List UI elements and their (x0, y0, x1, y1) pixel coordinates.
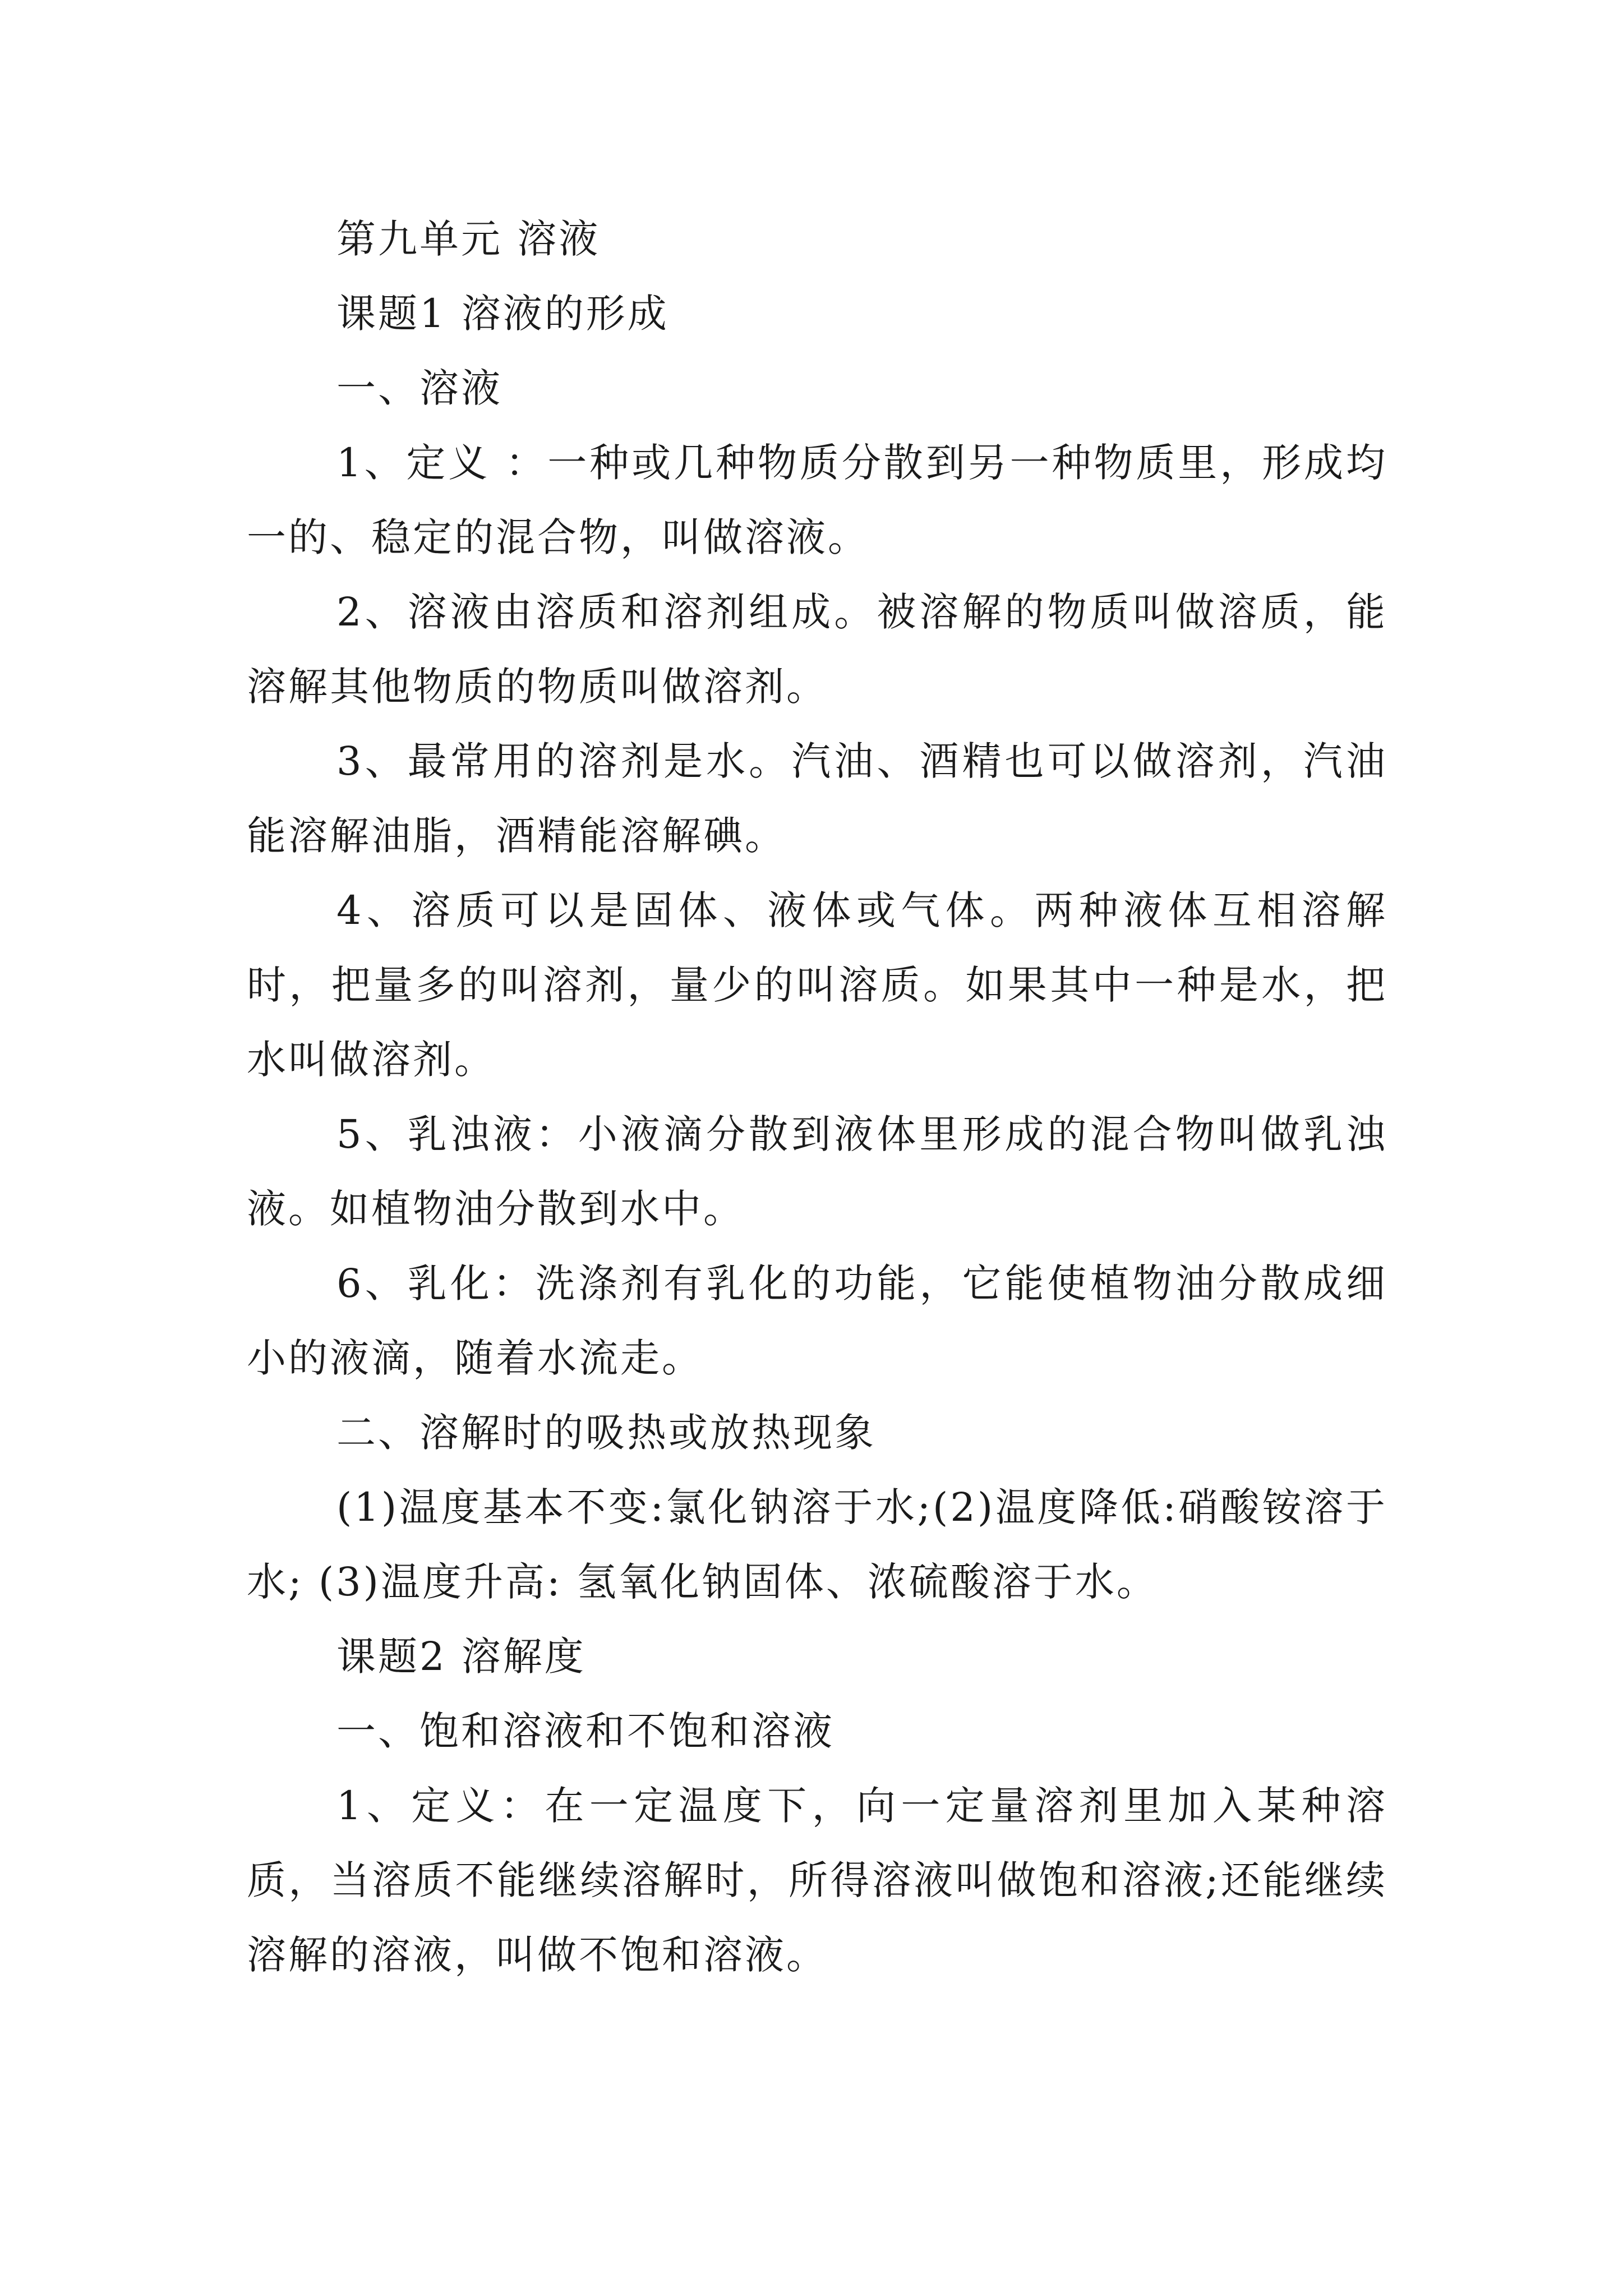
paragraph-definition: 1、定义 ：一种或几种物质分散到另一种物质里，形成均一的、稳定的混合物，叫做溶液。 (247, 440, 1387, 560)
lesson-2-title: 课题2 溶解度 (336, 1634, 586, 1680)
paragraph-emulsion: 5、乳浊液：小液滴分散到液体里形成的混合物叫做乳浊液。如植物油分散到水中。 (247, 1111, 1387, 1232)
unit-title: 第九单元 溶液 (336, 216, 601, 262)
paragraph-solute-states: 4、溶质可以是固体、液体或气体。两种液体互相溶解时，把量多的叫溶剂，量少的叫溶质。如果其中一种是水，把水叫做溶剂。 (247, 887, 1387, 1083)
paragraph-saturated-definition: 1、定义：在一定温度下，向一定量溶剂里加入某种溶质，当溶质不能继续溶解时，所得溶液叫做饱和溶液;还能继续溶解的溶液，叫做不饱和溶液。 (247, 1783, 1387, 1978)
paragraph-solute-solvent: 2、溶液由溶质和溶剂组成。被溶解的物质叫做溶质，能溶解其他物质的物质叫做溶剂。 (247, 589, 1387, 710)
section-heading-heat: 二、溶解时的吸热或放热现象 (336, 1410, 876, 1456)
section-heading-solution: 一、溶液 (336, 365, 502, 411)
paragraph-emulsification: 6、乳化：洗涤剂有乳化的功能，它能使植物油分散成细小的液滴，随着水流走。 (247, 1260, 1387, 1381)
lesson-1-title: 课题1 溶液的形成 (336, 291, 669, 337)
paragraph-common-solvent: 3、最常用的溶剂是水。汽油、酒精也可以做溶剂，汽油能溶解油脂，酒精能溶解碘。 (247, 738, 1387, 859)
document-body (247, 202, 1387, 1993)
paragraph-temperature-changes: (1)温度基本不变:氯化钠溶于水;(2)温度降低:硝酸铵溶于水; (3)温度升高: 氢氧化钠固体、浓硫酸溶于水。 (247, 1484, 1387, 1605)
section-heading-saturated: 一、饱和溶液和不饱和溶液 (336, 1708, 834, 1754)
